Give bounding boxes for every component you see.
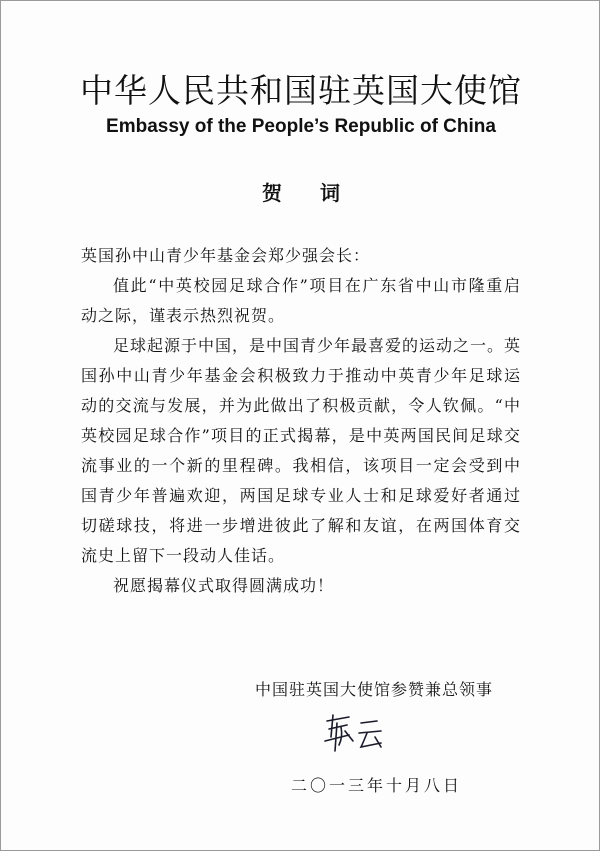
salutation: 英国孙中山青少年基金会郑少强会长：: [81, 246, 371, 265]
letterhead-title-english: Embassy of the People’s Republic of China: [106, 116, 496, 137]
handwritten-signature: [319, 707, 399, 757]
paragraph-1: 值此“中英校园足球合作”项目在广东省中山市隆重启动之际，谨表示热烈祝贺。: [81, 276, 521, 325]
document-heading: 贺词: [262, 181, 378, 205]
paragraph-3: 祝愿揭幕仪式取得圆满成功！: [113, 576, 335, 595]
signing-date: 二〇一三年十月八日: [291, 776, 463, 795]
signatory-title: 中国驻英国大使馆参赞兼总领事: [255, 680, 494, 699]
letter-body: [81, 241, 521, 601]
paragraph-2: 足球起源于中国，是中国青少年最喜爱的运动之一。英国孙中山青少年基金会积极致力于推动中英青少年足球运动的交流与发展，并为此做出了积极贡献，令人钦佩。“中英校园足球合作”项目的正式揭幕，是中英两国民间足球交流事业的一个新的里程碑。我相信，该项目一定会受到中国青少年普遍欢迎，两国足球专业人士和足球爱好者通过切磋球技，将进一步增进彼此了解和友谊，在两国体育交流史上留下一段动人佳话。: [81, 336, 522, 565]
letterhead-title-chinese: 中华人民共和国驻英国大使馆: [80, 71, 522, 110]
